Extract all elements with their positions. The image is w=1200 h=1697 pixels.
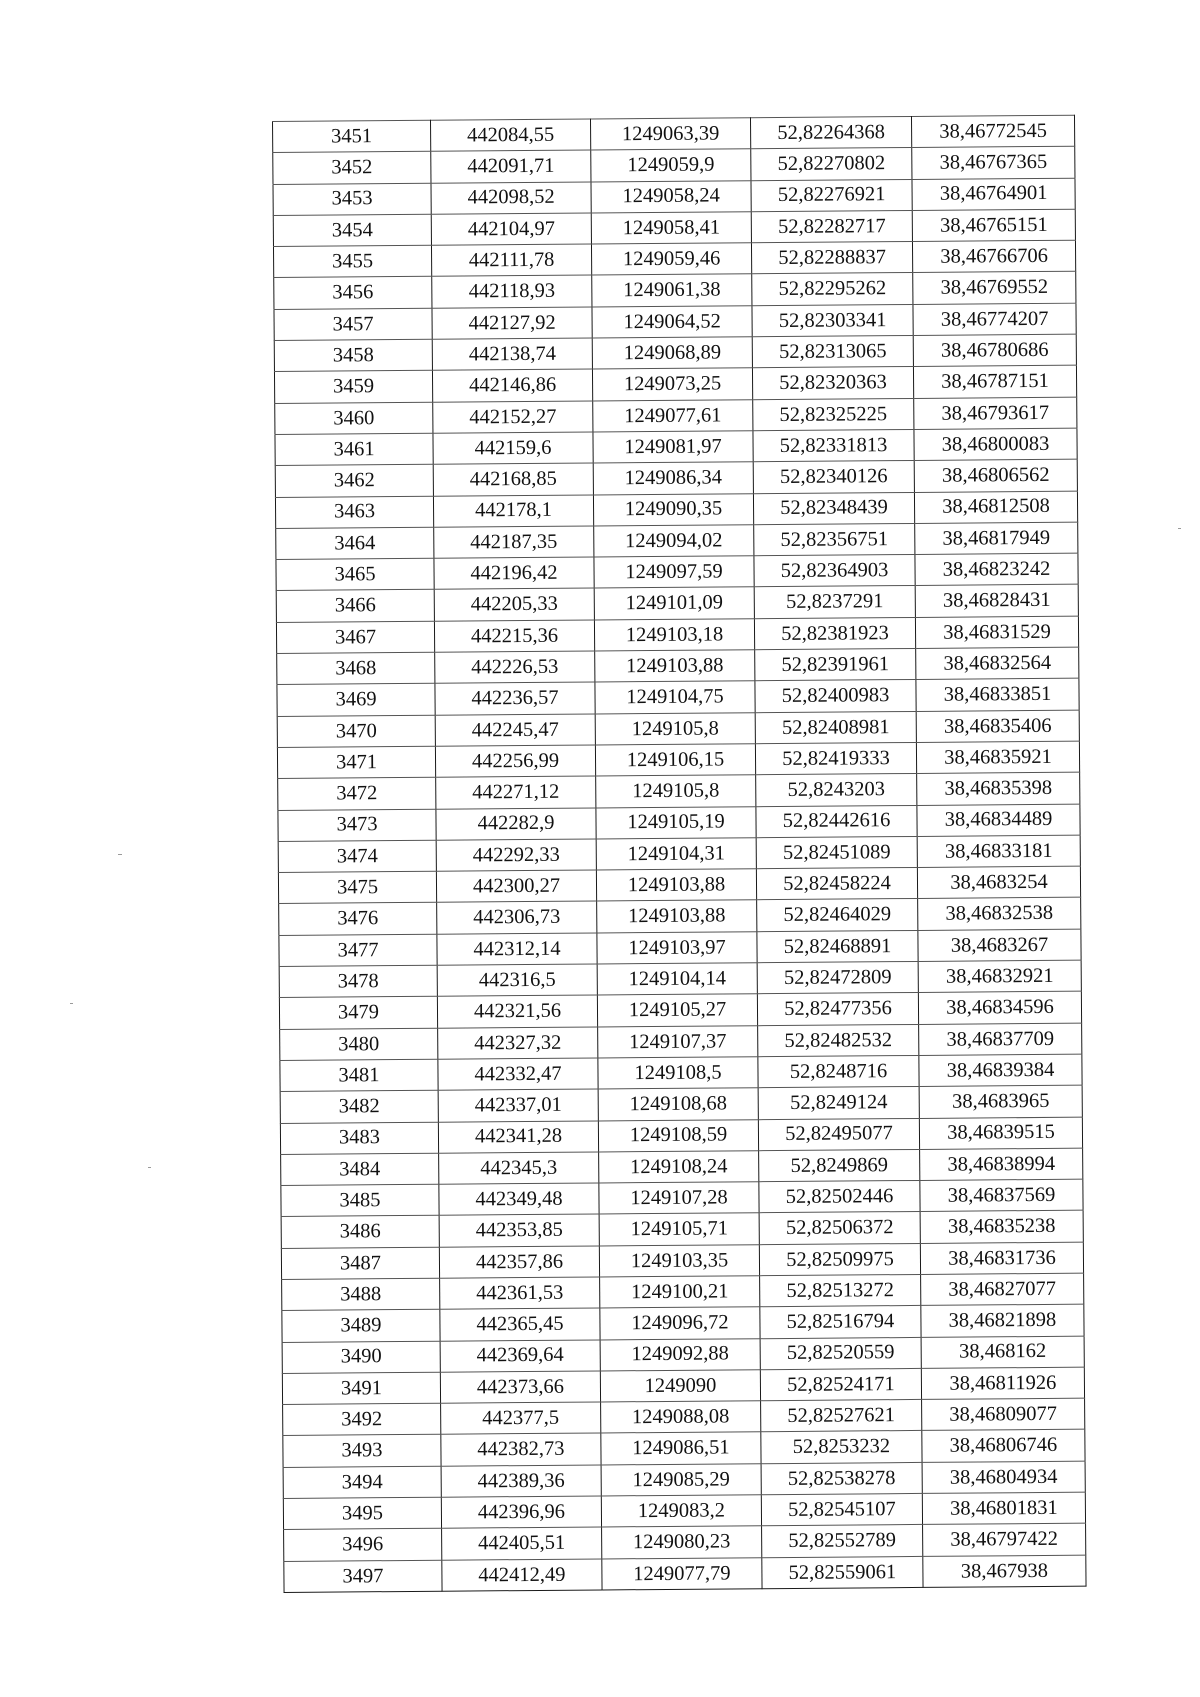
latitude-cell: 52,8249869 bbox=[759, 1149, 920, 1182]
x-coordinate-cell: 442345,3 bbox=[439, 1152, 599, 1185]
latitude-cell: 52,82331813 bbox=[753, 429, 914, 462]
point-number-cell: 3495 bbox=[283, 1497, 441, 1530]
y-coordinate-cell: 1249063,39 bbox=[590, 118, 750, 151]
y-coordinate-cell: 1249061,38 bbox=[592, 274, 752, 307]
scan-speck bbox=[1178, 528, 1181, 529]
longitude-cell: 38,46835406 bbox=[916, 710, 1079, 743]
x-coordinate-cell: 442084,55 bbox=[430, 119, 590, 152]
x-coordinate-cell: 442365,45 bbox=[440, 1308, 600, 1341]
longitude-cell: 38,46766706 bbox=[912, 240, 1075, 273]
longitude-cell: 38,46828431 bbox=[915, 585, 1078, 618]
longitude-cell: 38,46821898 bbox=[921, 1304, 1084, 1337]
point-number-cell: 3472 bbox=[278, 777, 436, 810]
latitude-cell: 52,82391961 bbox=[755, 649, 916, 682]
y-coordinate-cell: 1249058,24 bbox=[591, 180, 751, 213]
y-coordinate-cell: 1249059,9 bbox=[591, 149, 751, 182]
longitude-cell: 38,46839515 bbox=[919, 1117, 1082, 1150]
x-coordinate-cell: 442396,96 bbox=[441, 1496, 601, 1529]
latitude-cell: 52,82364903 bbox=[754, 555, 915, 588]
point-number-cell: 3482 bbox=[280, 1090, 438, 1123]
x-coordinate-cell: 442327,32 bbox=[438, 1027, 598, 1060]
y-coordinate-cell: 1249103,88 bbox=[597, 900, 757, 933]
y-coordinate-cell: 1249085,29 bbox=[601, 1463, 761, 1496]
x-coordinate-cell: 442205,33 bbox=[434, 588, 594, 621]
latitude-cell: 52,82264368 bbox=[750, 116, 911, 149]
point-number-cell: 3496 bbox=[284, 1529, 442, 1562]
point-number-cell: 3489 bbox=[282, 1309, 440, 1342]
point-number-cell: 3473 bbox=[278, 809, 436, 842]
point-number-cell: 3460 bbox=[275, 402, 433, 435]
latitude-cell: 52,82419333 bbox=[755, 742, 916, 775]
point-number-cell: 3455 bbox=[273, 245, 431, 278]
y-coordinate-cell: 1249104,14 bbox=[597, 963, 757, 996]
point-number-cell: 3474 bbox=[278, 840, 436, 873]
latitude-cell: 52,82495077 bbox=[758, 1118, 919, 1151]
latitude-cell: 52,82513272 bbox=[760, 1274, 921, 1307]
x-coordinate-cell: 442127,92 bbox=[432, 307, 592, 340]
y-coordinate-cell: 1249100,21 bbox=[600, 1276, 760, 1309]
longitude-cell: 38,467938 bbox=[923, 1555, 1086, 1588]
x-coordinate-cell: 442332,47 bbox=[438, 1058, 598, 1091]
x-coordinate-cell: 442245,47 bbox=[435, 714, 595, 747]
longitude-cell: 38,46832538 bbox=[918, 898, 1081, 931]
y-coordinate-cell: 1249058,41 bbox=[591, 212, 751, 245]
y-coordinate-cell: 1249104,75 bbox=[595, 681, 755, 714]
longitude-cell: 38,46817949 bbox=[915, 522, 1078, 555]
longitude-cell: 38,468162 bbox=[921, 1336, 1084, 1369]
latitude-cell: 52,82303341 bbox=[752, 304, 913, 337]
longitude-cell: 38,46833181 bbox=[917, 835, 1080, 868]
latitude-cell: 52,8248716 bbox=[758, 1055, 919, 1088]
latitude-cell: 52,82464029 bbox=[757, 899, 918, 932]
longitude-cell: 38,46823242 bbox=[915, 553, 1078, 586]
point-number-cell: 3477 bbox=[279, 934, 437, 967]
y-coordinate-cell: 1249083,2 bbox=[601, 1495, 761, 1528]
y-coordinate-cell: 1249105,27 bbox=[597, 994, 757, 1027]
y-coordinate-cell: 1249059,46 bbox=[591, 243, 751, 276]
x-coordinate-cell: 442353,85 bbox=[439, 1214, 599, 1247]
point-number-cell: 3497 bbox=[284, 1560, 442, 1593]
x-coordinate-cell: 442138,74 bbox=[432, 338, 592, 371]
y-coordinate-cell: 1249077,79 bbox=[602, 1557, 762, 1590]
y-coordinate-cell: 1249080,23 bbox=[602, 1526, 762, 1559]
latitude-cell: 52,82538278 bbox=[761, 1462, 922, 1495]
x-coordinate-cell: 442412,49 bbox=[442, 1559, 602, 1592]
point-number-cell: 3480 bbox=[280, 1028, 438, 1061]
x-coordinate-cell: 442226,53 bbox=[435, 651, 595, 684]
x-coordinate-cell: 442168,85 bbox=[433, 463, 593, 496]
coordinates-table-body bbox=[273, 115, 1087, 1592]
latitude-cell: 52,82270802 bbox=[751, 148, 912, 181]
point-number-cell: 3488 bbox=[282, 1278, 440, 1311]
latitude-cell: 52,82545107 bbox=[761, 1493, 922, 1526]
latitude-cell: 52,82477356 bbox=[757, 993, 918, 1026]
longitude-cell: 38,4683254 bbox=[917, 866, 1080, 899]
point-number-cell: 3494 bbox=[283, 1466, 441, 1499]
y-coordinate-cell: 1249081,97 bbox=[593, 431, 753, 464]
point-number-cell: 3464 bbox=[276, 527, 434, 560]
latitude-cell: 52,82348439 bbox=[753, 492, 914, 525]
x-coordinate-cell: 442306,73 bbox=[437, 901, 597, 934]
x-coordinate-cell: 442178,1 bbox=[433, 495, 593, 528]
x-coordinate-cell: 442312,14 bbox=[437, 933, 597, 966]
longitude-cell: 38,46767365 bbox=[912, 146, 1075, 179]
longitude-cell: 38,46769552 bbox=[913, 272, 1076, 305]
point-number-cell: 3466 bbox=[276, 590, 434, 623]
x-coordinate-cell: 442196,42 bbox=[434, 557, 594, 590]
y-coordinate-cell: 1249092,88 bbox=[600, 1338, 760, 1371]
latitude-cell: 52,82451089 bbox=[756, 836, 917, 869]
latitude-cell: 52,82516794 bbox=[760, 1306, 921, 1339]
longitude-cell: 38,46827077 bbox=[921, 1273, 1084, 1306]
latitude-cell: 52,82506372 bbox=[759, 1212, 920, 1245]
point-number-cell: 3469 bbox=[277, 684, 435, 717]
latitude-cell: 52,82509975 bbox=[759, 1243, 920, 1276]
x-coordinate-cell: 442373,66 bbox=[440, 1371, 600, 1404]
longitude-cell: 38,46837709 bbox=[919, 1023, 1082, 1056]
latitude-cell: 52,8243203 bbox=[756, 774, 917, 807]
y-coordinate-cell: 1249086,51 bbox=[601, 1432, 761, 1465]
longitude-cell: 38,46837569 bbox=[920, 1179, 1083, 1212]
point-number-cell: 3484 bbox=[281, 1153, 439, 1186]
latitude-cell: 52,82313065 bbox=[752, 336, 913, 369]
longitude-cell: 38,46804934 bbox=[922, 1461, 1085, 1494]
longitude-cell: 38,46831736 bbox=[920, 1242, 1083, 1275]
y-coordinate-cell: 1249097,59 bbox=[594, 556, 754, 589]
latitude-cell: 52,82458224 bbox=[756, 868, 917, 901]
x-coordinate-cell: 442152,27 bbox=[433, 401, 593, 434]
x-coordinate-cell: 442405,51 bbox=[442, 1527, 602, 1560]
point-number-cell: 3461 bbox=[275, 433, 433, 466]
x-coordinate-cell: 442187,35 bbox=[434, 526, 594, 559]
longitude-cell: 38,46838994 bbox=[920, 1148, 1083, 1181]
longitude-cell: 38,46793617 bbox=[914, 397, 1077, 430]
y-coordinate-cell: 1249107,37 bbox=[598, 1025, 758, 1058]
y-coordinate-cell: 1249104,31 bbox=[596, 838, 756, 871]
x-coordinate-cell: 442146,86 bbox=[432, 369, 592, 402]
latitude-cell: 52,82482532 bbox=[758, 1024, 919, 1057]
point-number-cell: 3493 bbox=[283, 1435, 441, 1468]
point-number-cell: 3453 bbox=[273, 183, 431, 216]
y-coordinate-cell: 1249103,35 bbox=[599, 1244, 759, 1277]
longitude-cell: 38,46780686 bbox=[913, 334, 1076, 367]
point-number-cell: 3454 bbox=[273, 214, 431, 247]
y-coordinate-cell: 1249090 bbox=[600, 1370, 760, 1403]
latitude-cell: 52,82442616 bbox=[756, 805, 917, 838]
point-number-cell: 3487 bbox=[281, 1247, 439, 1280]
longitude-cell: 38,46812508 bbox=[914, 491, 1077, 524]
latitude-cell: 52,82559061 bbox=[762, 1556, 923, 1589]
longitude-cell: 38,46832564 bbox=[916, 647, 1079, 680]
longitude-cell: 38,46774207 bbox=[913, 303, 1076, 336]
x-coordinate-cell: 442292,33 bbox=[436, 839, 596, 872]
x-coordinate-cell: 442369,64 bbox=[440, 1340, 600, 1373]
y-coordinate-cell: 1249105,71 bbox=[599, 1213, 759, 1246]
x-coordinate-cell: 442091,71 bbox=[431, 150, 591, 183]
scan-speck bbox=[70, 1003, 73, 1004]
y-coordinate-cell: 1249108,68 bbox=[598, 1088, 758, 1121]
longitude-cell: 38,46797422 bbox=[923, 1524, 1086, 1557]
longitude-cell: 38,46800083 bbox=[914, 428, 1077, 461]
longitude-cell: 38,46835238 bbox=[920, 1211, 1083, 1244]
y-coordinate-cell: 1249103,88 bbox=[596, 869, 756, 902]
point-number-cell: 3479 bbox=[279, 997, 437, 1030]
y-coordinate-cell: 1249108,5 bbox=[598, 1057, 758, 1090]
x-coordinate-cell: 442300,27 bbox=[436, 870, 596, 903]
latitude-cell: 52,82282717 bbox=[751, 210, 912, 243]
y-coordinate-cell: 1249105,8 bbox=[596, 775, 756, 808]
y-coordinate-cell: 1249077,61 bbox=[593, 399, 753, 432]
y-coordinate-cell: 1249073,25 bbox=[592, 368, 752, 401]
longitude-cell: 38,46831529 bbox=[915, 616, 1078, 649]
point-number-cell: 3478 bbox=[279, 965, 437, 998]
point-number-cell: 3463 bbox=[275, 496, 433, 529]
table-row bbox=[284, 1555, 1086, 1593]
latitude-cell: 52,82472809 bbox=[757, 961, 918, 994]
longitude-cell: 38,46833851 bbox=[916, 679, 1079, 712]
point-number-cell: 3468 bbox=[277, 652, 435, 685]
longitude-cell: 38,46834489 bbox=[917, 804, 1080, 837]
y-coordinate-cell: 1249108,59 bbox=[598, 1119, 758, 1152]
x-coordinate-cell: 442159,6 bbox=[433, 432, 593, 465]
latitude-cell: 52,82288837 bbox=[751, 242, 912, 275]
latitude-cell: 52,82468891 bbox=[757, 930, 918, 963]
y-coordinate-cell: 1249106,15 bbox=[595, 744, 755, 777]
x-coordinate-cell: 442316,5 bbox=[437, 964, 597, 997]
point-number-cell: 3476 bbox=[279, 903, 437, 936]
longitude-cell: 38,46834596 bbox=[918, 991, 1081, 1024]
point-number-cell: 3456 bbox=[274, 277, 432, 310]
scan-speck bbox=[118, 854, 122, 855]
x-coordinate-cell: 442104,97 bbox=[431, 213, 591, 246]
y-coordinate-cell: 1249064,52 bbox=[592, 306, 752, 339]
latitude-cell: 52,82356751 bbox=[754, 523, 915, 556]
latitude-cell: 52,82381923 bbox=[754, 617, 915, 650]
latitude-cell: 52,82520559 bbox=[760, 1337, 921, 1370]
longitude-cell: 38,46835921 bbox=[916, 741, 1079, 774]
x-coordinate-cell: 442118,93 bbox=[432, 275, 592, 308]
y-coordinate-cell: 1249107,28 bbox=[599, 1182, 759, 1215]
y-coordinate-cell: 1249096,72 bbox=[600, 1307, 760, 1340]
point-number-cell: 3491 bbox=[282, 1372, 440, 1405]
y-coordinate-cell: 1249108,24 bbox=[599, 1151, 759, 1184]
latitude-cell: 52,8253232 bbox=[761, 1431, 922, 1464]
longitude-cell: 38,4683965 bbox=[919, 1085, 1082, 1118]
x-coordinate-cell: 442382,73 bbox=[441, 1433, 601, 1466]
x-coordinate-cell: 442236,57 bbox=[435, 682, 595, 715]
x-coordinate-cell: 442215,36 bbox=[434, 620, 594, 653]
longitude-cell: 38,46772545 bbox=[911, 115, 1074, 148]
point-number-cell: 3465 bbox=[276, 558, 434, 591]
point-number-cell: 3483 bbox=[280, 1122, 438, 1155]
longitude-cell: 38,46839384 bbox=[919, 1054, 1082, 1087]
longitude-cell: 38,4683267 bbox=[918, 929, 1081, 962]
point-number-cell: 3451 bbox=[273, 120, 431, 153]
latitude-cell: 52,82325225 bbox=[753, 398, 914, 431]
latitude-cell: 52,82340126 bbox=[753, 461, 914, 494]
point-number-cell: 3481 bbox=[280, 1059, 438, 1092]
longitude-cell: 38,46806562 bbox=[914, 459, 1077, 492]
point-number-cell: 3467 bbox=[276, 621, 434, 654]
y-coordinate-cell: 1249105,19 bbox=[596, 806, 756, 839]
point-number-cell: 3471 bbox=[277, 746, 435, 779]
latitude-cell: 52,82408981 bbox=[755, 711, 916, 744]
longitude-cell: 38,46832921 bbox=[918, 960, 1081, 993]
y-coordinate-cell: 1249088,08 bbox=[601, 1401, 761, 1434]
y-coordinate-cell: 1249068,89 bbox=[592, 337, 752, 370]
y-coordinate-cell: 1249103,97 bbox=[597, 931, 757, 964]
x-coordinate-cell: 442341,28 bbox=[438, 1120, 598, 1153]
point-number-cell: 3459 bbox=[274, 371, 432, 404]
longitude-cell: 38,46801831 bbox=[922, 1492, 1085, 1525]
x-coordinate-cell: 442357,86 bbox=[439, 1246, 599, 1279]
point-number-cell: 3485 bbox=[281, 1184, 439, 1217]
longitude-cell: 38,46765151 bbox=[912, 209, 1075, 242]
x-coordinate-cell: 442337,01 bbox=[438, 1089, 598, 1122]
latitude-cell: 52,8237291 bbox=[754, 586, 915, 619]
x-coordinate-cell: 442098,52 bbox=[431, 182, 591, 215]
latitude-cell: 52,82320363 bbox=[752, 367, 913, 400]
point-number-cell: 3475 bbox=[278, 871, 436, 904]
longitude-cell: 38,46809077 bbox=[922, 1398, 1085, 1431]
longitude-cell: 38,46811926 bbox=[921, 1367, 1084, 1400]
y-coordinate-cell: 1249103,88 bbox=[595, 650, 755, 683]
point-number-cell: 3492 bbox=[283, 1403, 441, 1436]
x-coordinate-cell: 442271,12 bbox=[436, 776, 596, 809]
x-coordinate-cell: 442389,36 bbox=[441, 1465, 601, 1498]
point-number-cell: 3490 bbox=[282, 1341, 440, 1374]
point-number-cell: 3470 bbox=[277, 715, 435, 748]
x-coordinate-cell: 442282,9 bbox=[436, 808, 596, 841]
y-coordinate-cell: 1249103,18 bbox=[594, 618, 754, 651]
y-coordinate-cell: 1249086,34 bbox=[593, 462, 753, 495]
x-coordinate-cell: 442349,48 bbox=[439, 1183, 599, 1216]
y-coordinate-cell: 1249090,35 bbox=[593, 493, 753, 526]
point-number-cell: 3452 bbox=[273, 152, 431, 185]
x-coordinate-cell: 442377,5 bbox=[441, 1402, 601, 1435]
point-number-cell: 3457 bbox=[274, 308, 432, 341]
longitude-cell: 38,46787151 bbox=[913, 366, 1076, 399]
latitude-cell: 52,82295262 bbox=[752, 273, 913, 306]
longitude-cell: 38,46806746 bbox=[922, 1430, 1085, 1463]
latitude-cell: 52,82502446 bbox=[759, 1181, 920, 1214]
latitude-cell: 52,82527621 bbox=[761, 1400, 922, 1433]
x-coordinate-cell: 442321,56 bbox=[437, 995, 597, 1028]
latitude-cell: 52,82524171 bbox=[760, 1368, 921, 1401]
x-coordinate-cell: 442256,99 bbox=[435, 745, 595, 778]
longitude-cell: 38,46764901 bbox=[912, 178, 1075, 211]
latitude-cell: 52,82400983 bbox=[755, 680, 916, 713]
point-number-cell: 3458 bbox=[274, 339, 432, 372]
y-coordinate-cell: 1249101,09 bbox=[594, 587, 754, 620]
latitude-cell: 52,82276921 bbox=[751, 179, 912, 212]
y-coordinate-cell: 1249094,02 bbox=[594, 525, 754, 558]
latitude-cell: 52,8249124 bbox=[758, 1087, 919, 1120]
point-number-cell: 3486 bbox=[281, 1216, 439, 1249]
point-number-cell: 3462 bbox=[275, 465, 433, 498]
longitude-cell: 38,46835398 bbox=[917, 772, 1080, 805]
coordinates-table bbox=[272, 115, 1087, 1593]
x-coordinate-cell: 442361,53 bbox=[440, 1277, 600, 1310]
latitude-cell: 52,82552789 bbox=[762, 1525, 923, 1558]
y-coordinate-cell: 1249105,8 bbox=[595, 712, 755, 745]
x-coordinate-cell: 442111,78 bbox=[431, 244, 591, 277]
scan-speck bbox=[148, 1167, 151, 1168]
